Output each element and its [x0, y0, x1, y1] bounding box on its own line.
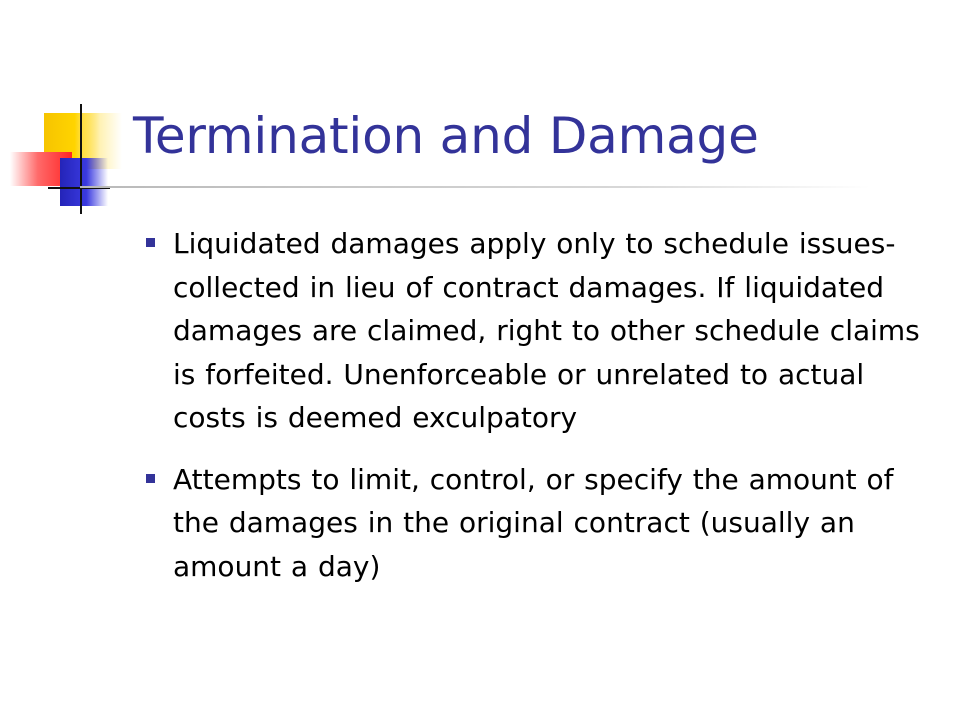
- square-bullet-icon: [146, 238, 155, 247]
- logo-blue-square: [60, 158, 108, 206]
- square-bullet-icon: [146, 474, 155, 483]
- title-underline: [80, 186, 870, 188]
- template-logo-icon: [0, 0, 140, 240]
- bullet-item: [146, 458, 926, 589]
- logo-vertical-line: [80, 104, 82, 214]
- bullet-text: Liquidated damages apply only to schedule issues- collected in lieu of contract damages. If liquidated damages are claimed, right to other schedule claims is forfeited. Unenforceable or unrelated to actual costs is deemed exculpatory: [173, 227, 920, 434]
- bullet-text: Attempts to limit, control, or specify the amount of the damages in the original contract (usually an amount a day): [173, 462, 894, 583]
- bullet-list: [146, 222, 926, 606]
- bullet-item: [146, 222, 926, 440]
- slide-title: Termination and Damage: [133, 107, 759, 165]
